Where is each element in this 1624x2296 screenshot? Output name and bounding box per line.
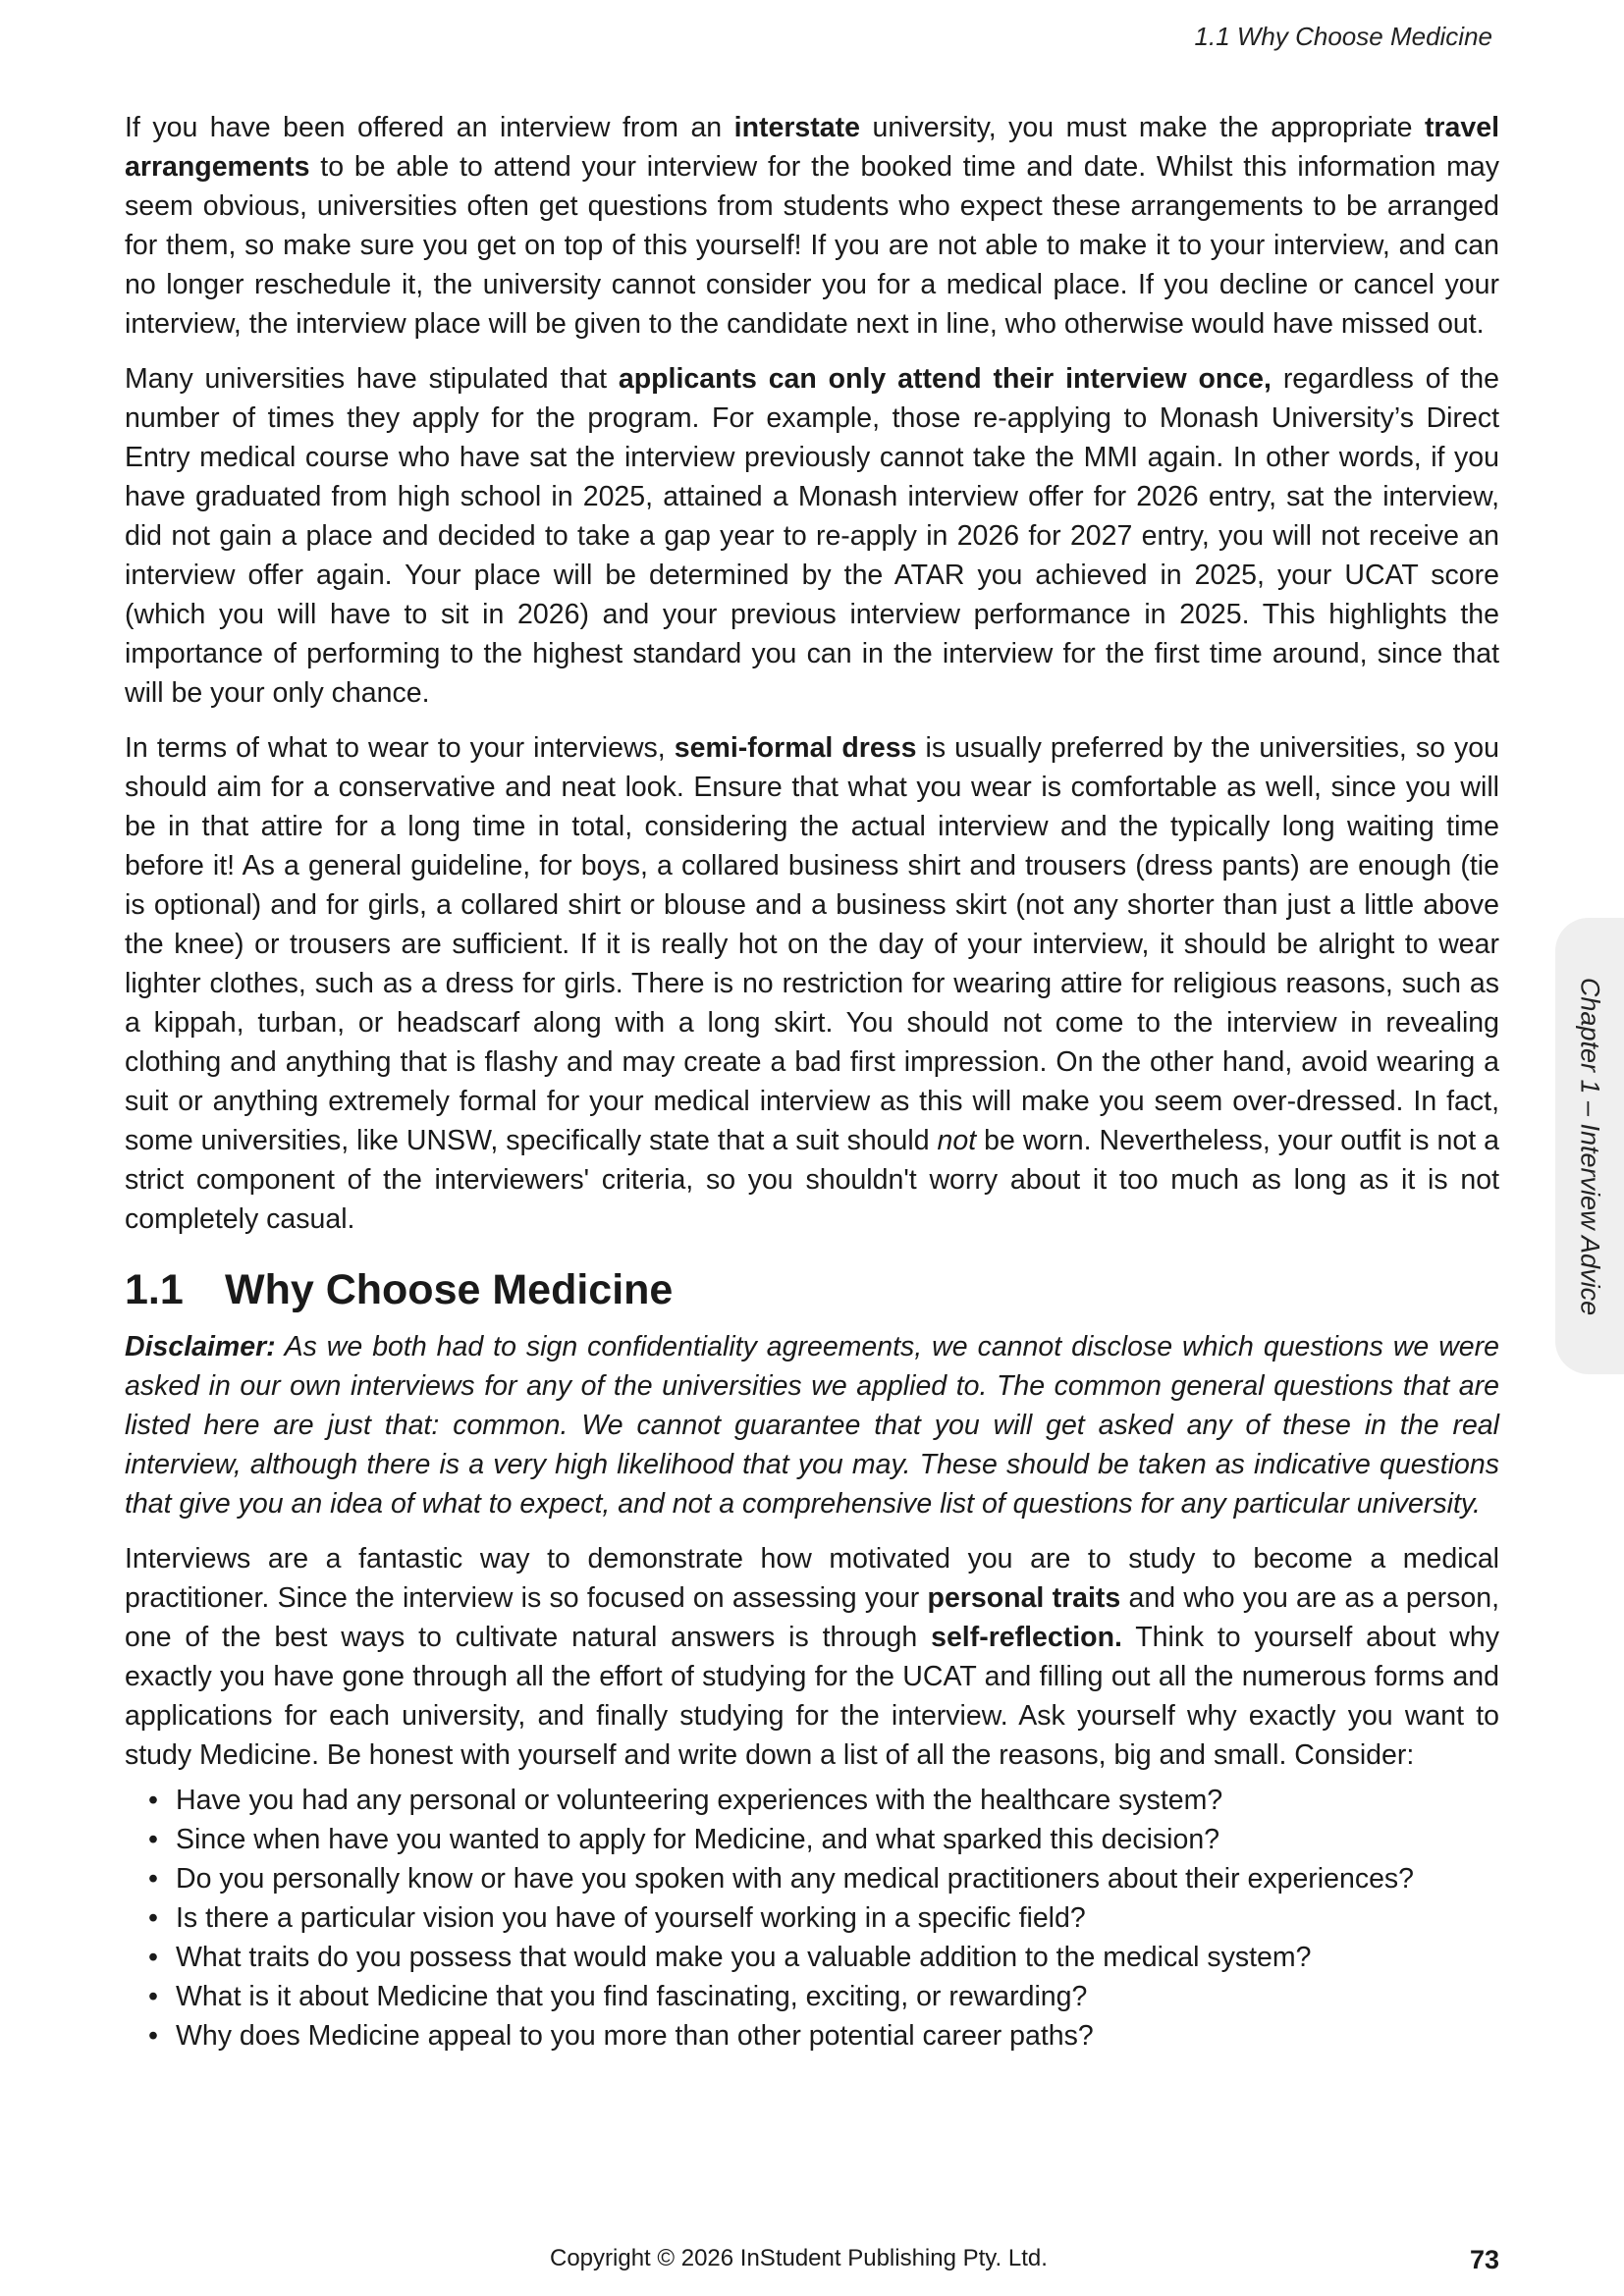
disclaimer-text: As we both had to sign confidentiality agreements, we cannot disclose which questions we were asked in our own interviews for any of the universities we applied to. The common general questions that are listed here are just that: common. We cannot guarantee that you will get asked any of these in the real interview, although there is a very high likelihood that you may. These should be taken as indicative questions that give you an idea of what to expect, and not a comprehensive list of questions for any particular university. (125, 1331, 1499, 1520)
paragraph-travel-arrangements (125, 108, 1499, 344)
text-run: Think to yourself about why exactly you have gone through all the effort of studying for the UCAT and filling out all the numerous forms and applications for each university, and finally studying for the interview. Ask yourself why exactly you want to study Medicine. Be honest with yourself and write down a list of all the reasons, big and small. Consider: (125, 1622, 1499, 1771)
paragraph-self-reflection (125, 1539, 1499, 1775)
section-heading (125, 1260, 1499, 1319)
list-item: • Is there a particular vision you have of yourself working in a specific field? (176, 1898, 1499, 1938)
list-item: • What traits do you possess that would make you a valuable addition to the medical system? (176, 1938, 1499, 1977)
disclaimer-paragraph (125, 1327, 1499, 1523)
text-run: In terms of what to wear to your interviews, (125, 732, 675, 764)
paragraph-dress-code (125, 728, 1499, 1239)
bold-text: self-reflection. (931, 1622, 1122, 1653)
bold-text: travel arrangements (125, 112, 1499, 183)
chapter-tab-label: Chapter 1 – Interview Advice (1575, 977, 1605, 1315)
page-number: 73 (1469, 2245, 1499, 2274)
copyright-notice: Copyright © 2026 InStudent Publishing Pty. Ltd. (550, 2245, 1048, 2271)
text-run: Interviews are a fantastic way to demonstrate how motivated you are to study to become a medical practitioner. Since the interview is so focused on assessing your (125, 1543, 1499, 1614)
list-item: • Why does Medicine appeal to you more than other potential career paths? (176, 2016, 1499, 2056)
text-run: university, you must make the appropriate (859, 112, 1425, 143)
paragraph-interview-once (125, 359, 1499, 713)
section-title: Why Choose Medicine (225, 1266, 674, 1313)
text-run: If you have been offered an interview from an (125, 112, 734, 143)
text-run: Many universities have stipulated that (125, 363, 619, 395)
list-item: • Since when have you wanted to apply for Medicine, and what sparked this decision? (176, 1820, 1499, 1859)
section-number: 1.1 (125, 1266, 184, 1313)
bold-text: personal traits (927, 1582, 1121, 1614)
text-run: be worn. Nevertheless, your outfit is not a strict component of the interviewers' criteria, so you shouldn't worry about it too much as long as it is not completely casual. (125, 1125, 1499, 1235)
page-body (125, 108, 1499, 2056)
bold-text: interstate (733, 112, 860, 143)
text-run: is usually preferred by the universities, so you should aim for a conservative and neat look. Ensure that what you wear is comfortable as well, since you will be in that attire for a long time in total, considering the actual interview and the typically long waiting time before it! As a general guideline, for boys, a collared business shirt and trousers (dress pants) are enough (tie is optional) and for girls, a collared shirt or blouse and a business skirt (not any shorter than just a little above the knee) or trousers are sufficient. If it is really hot on the day of your interview, it should be alright to wear lighter clothes, such as a dress for girls. There is no restriction for wearing attire for religious reasons, such as a kippah, turban, or headscarf along with a long skirt. You should not come to the interview in revealing clothing and anything that is flashy and may create a bad first impression. On the other hand, avoid wearing a suit or anything extremely formal for your medical interview as this will make you seem over-dressed. In fact, some universities, like UNSW, specifically state that a suit should (125, 732, 1499, 1156)
italic-text: not (937, 1125, 977, 1156)
text-run: regardless of the number of times they apply for the program. For example, those re-applying to Monash University’s Direct Entry medical course who have sat the interview previously cannot take the MMI again. In other words, if you have graduated from high school in 2025, attained a Monash interview offer for 2026 entry, sat the interview, did not gain a place and decided to take a gap year to re-apply in 2026 for 2027 entry, you will not receive an interview offer again. Your place will be determined by the ATAR you achieved in 2025, your UCAT score (which you will have to sit in 2026) and your previous interview performance in 2025. This highlights the importance of performing to the highest standard you can in the interview for the first time around, since that will be your only chance. (125, 363, 1499, 709)
text-run: to be able to attend your interview for the booked time and date. Whilst this information may seem obvious, universities often get questions from students who expect these arrangements to be arranged for them, so make sure you get on top of this yourself! If you are not able to make it to your interview, and can no longer reschedule it, the university cannot consider you for a medical place. If you decline or cancel your interview, the interview place will be given to the candidate next in line, who otherwise would have missed out. (125, 151, 1499, 340)
text-run: and who you are as a person, one of the best ways to cultivate natural answers is through (125, 1582, 1499, 1653)
chapter-side-tab (1555, 918, 1624, 1374)
bold-text: semi-formal dress (674, 732, 917, 764)
list-item: • Have you had any personal or volunteering experiences with the healthcare system? (176, 1781, 1499, 1820)
disclaimer-label: Disclaimer: (125, 1331, 276, 1362)
running-header: 1.1 Why Choose Medicine (1194, 22, 1492, 51)
bold-text: applicants can only attend their interview once, (618, 363, 1272, 395)
list-item: • Do you personally know or have you spoken with any medical practitioners about their experiences? (176, 1859, 1499, 1898)
reflection-questions-list (125, 1781, 1499, 2056)
list-item: • What is it about Medicine that you find fascinating, exciting, or rewarding? (176, 1977, 1499, 2016)
